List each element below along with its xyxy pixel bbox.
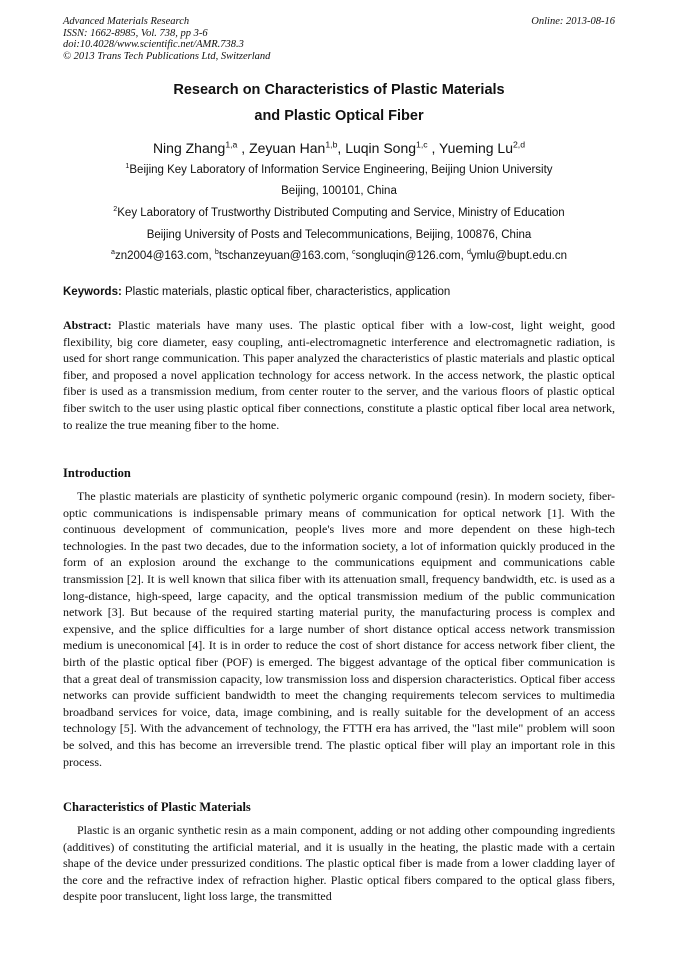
email-address: songluqin@126.com,: [355, 250, 467, 262]
affiliation-1-line1: [0, 164, 678, 176]
affiliation-sup: 2: [113, 205, 118, 214]
author-sup: 2,d: [512, 139, 526, 150]
paper-title-line2: and Plastic Optical Fiber: [254, 108, 424, 124]
keywords-text: Plastic materials, plastic optical fiber, characteristics, application: [121, 286, 451, 298]
online-date: Online: 2013-08-16: [531, 16, 615, 27]
email-sup: a: [111, 248, 115, 257]
introduction-paragraph: The plastic materials are plasticity of synthetic polymeric organic compound (resin). In modern society, fiber-optic communications is indispensable primary means of communication for optical network [1]. With the continuous development of communication, people's lives more and more dependent on these high-tech technologies. In the past two decades, due to the information society, a lot of information quickly produced in the form of an explosion around the exchange to the communications equipment and communications cable transmission [2]. It is well known that silica fiber with its attenuation small, frequency bandwidth, etc. is used as a long-distance, high-speed, large capacity, and the optical transmission medium of the public communication network [3]. But because of the required starting material purity, the manufacturing process is complex and expensive, and the splice difficulties for a large number of short distance optical access network transmission medium is uneconomical [4]. It is in order to reduce the cost of short distance for access network fiber client, the birth of the plastic optical fiber (POF) is emerged. The biggest advantage of the optical fiber communication is that a great deal of transmission capacity, low transmission loss and dispersion characteristics. Optical fiber access networks can provide sufficient bandwidth to meet the changing requirements telecom services to multimedia broadband services for voice, data, image combining, and is really suitable for the development of an access technology [5]. With the advancement of technology, the FTTH era has arrived, the "last mile" problem will soon be solved, and this has become an irreversible trend. The plastic optical fiber will play an important role in this process.: [63, 489, 615, 769]
affiliation-2-line2: Beijing University of Posts and Telecommunications, Beijing, 100876, China: [146, 229, 532, 241]
journal-header: [63, 16, 615, 62]
affiliation-2-line1: [0, 207, 678, 219]
author-name: Yueming Lu: [439, 140, 513, 156]
author-list: [0, 140, 678, 156]
affiliation-1-line2: Beijing, 100101, China: [281, 185, 397, 197]
email-line: [0, 250, 678, 262]
paper-title-line1: Research on Characteristics of Plastic Materials: [173, 82, 505, 98]
email-sup: b: [214, 248, 219, 257]
affiliation-sup: 1: [125, 162, 130, 171]
email-address: tschanzeyuan@163.com,: [218, 250, 352, 262]
doi-line: doi:10.4028/www.scientific.net/AMR.738.3: [63, 39, 244, 50]
affiliation-text: Key Laboratory of Trustworthy Distributed Computing and Service, Ministry of Education: [117, 207, 565, 219]
affiliation-text: Beijing Key Laboratory of Information Service Engineering, Beijing Union University: [129, 164, 553, 176]
abstract-text: Plastic materials have many uses. The plastic optical fiber with a low-cost, light weight, good flexibility, big core diameter, easy coupling, anti-electromagnetic interference and electromagnetic radiation, is used for short range communication. This paper analyzed the characteristics of plastic materials and plastic optical fiber, and proposed a novel application technology for access network. In the access network, the plastic optical fiber is used as a transmission medium, from center router to the server, and the various floors of plastic optical fiber switch to the user using plastic optical fiber connections, constitute a plastic optical fiber local area network, to realize the true meaning fiber to the home.: [63, 318, 615, 432]
abstract: [63, 317, 615, 433]
author-sup: 1,a: [225, 139, 238, 150]
email-address: ymlu@bupt.edu.cn: [470, 250, 567, 262]
keywords: [63, 286, 615, 298]
author-sup: 1,c: [416, 139, 428, 150]
email-sup: d: [466, 248, 471, 257]
author-separator: ,: [237, 140, 250, 156]
author-sup: 1,b: [325, 139, 338, 150]
email-address: zn2004@163.com,: [114, 250, 215, 262]
copyright-line: © 2013 Trans Tech Publications Ltd, Switzerland: [63, 50, 271, 62]
characteristics-heading: Characteristics of Plastic Materials: [63, 800, 251, 814]
author-name: Luqin Song: [345, 140, 417, 156]
author-name: Zeyuan Han: [249, 140, 326, 156]
characteristics-paragraph: Plastic is an organic synthetic resin as a main component, adding or not adding other compounding ingredients (additives) of constituting the artificial material, and it is usually in the heating, the plastic made with a certain shape of the device under pressurized conditions. The plastic optical fiber is made from a lower cladding layer of the core and the refractive index of refraction higher. Plastic optical fibers compared to the optical glass fibers, despite poor translucent, light loss large, the transmitted: [63, 823, 615, 904]
keywords-label: Keywords:: [63, 286, 122, 298]
email-sup: c: [351, 248, 356, 257]
issn-line: ISSN: 1662-8985, Vol. 738, pp 3-6: [63, 27, 208, 39]
author-separator: ,: [337, 140, 346, 156]
abstract-label: Abstract:: [63, 318, 112, 332]
author-name: Ning Zhang: [152, 140, 226, 156]
journal-name: Advanced Materials Research: [63, 16, 190, 27]
introduction-heading: Introduction: [63, 466, 131, 480]
author-separator: ,: [427, 140, 440, 156]
